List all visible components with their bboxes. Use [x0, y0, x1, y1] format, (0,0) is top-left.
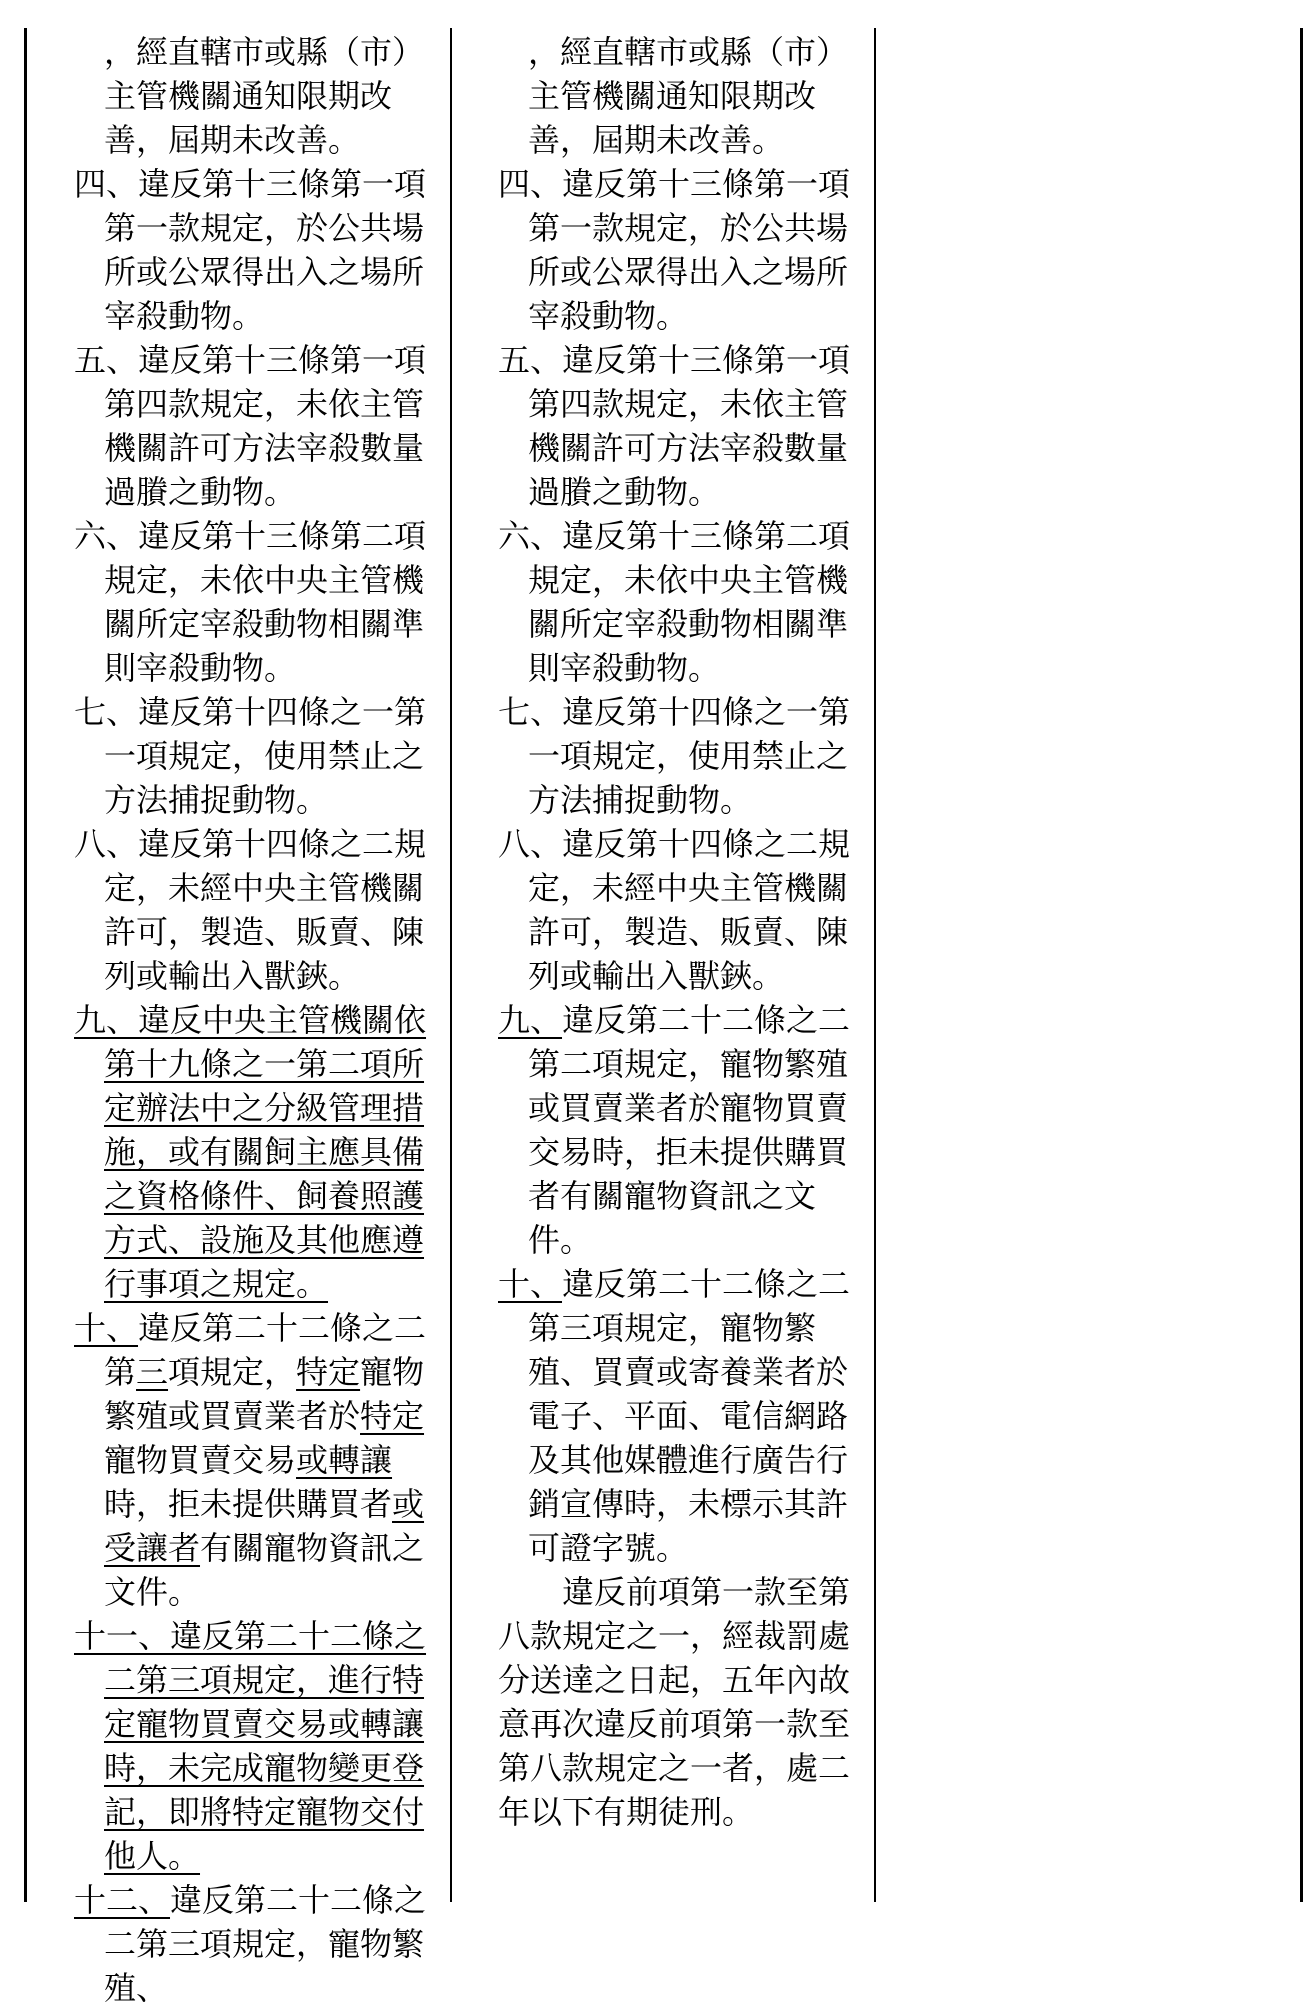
clause-7: 七、違反第十四條之一第一項規定，使用禁止之方法捕捉動物。 — [498, 693, 851, 819]
clause-4: 四、違反第十三條第一項第一款規定，於公共場所或公眾得出入之場所宰殺動物。 — [498, 165, 851, 335]
clause-text-changed: 或受讓者 — [104, 1485, 425, 1567]
clause-8: 八、違反第十四條之二規定，未經中央主管機關許可，製造、販賣、陳列或輸出入獸鋏。 — [498, 825, 851, 995]
clause-text: 有關寵物資訊之文件。 — [104, 1529, 425, 1611]
clause-text: 項規定， — [168, 1353, 297, 1391]
clause-text-changed: 三 — [136, 1353, 169, 1391]
clause-text: 寵物買賣交易 — [104, 1441, 297, 1479]
left-border-line — [24, 28, 27, 1902]
blank-description-column — [878, 30, 1298, 1890]
column-divider-2 — [874, 28, 876, 1902]
clause-text-changed: 特定 — [296, 1353, 361, 1391]
clause-11-new: 十一、違反第二十二條之二第三項規定，進行特定寵物買賣交易或轉讓時，未完成寵物變更登記，即將特定寵物交付他人。 — [74, 1617, 427, 1875]
clause-text: 違反第二十二條之二第 — [104, 1309, 427, 1391]
clause-12 — [74, 1878, 444, 2010]
clause-text: 時，拒未提供購買者 — [104, 1485, 393, 1523]
clause-number: 十、 — [74, 1309, 139, 1347]
clause-text: 違反第二十二條之二第三項規定，寵物繁殖、 — [104, 1881, 427, 2007]
clause-4: 四、違反第十三條第一項第一款規定，於公共場所或公眾得出入之場所宰殺動物。 — [74, 165, 427, 335]
clause-8: 八、違反第十四條之二規定，未經中央主管機關許可，製造、販賣、陳列或輸出入獸鋏。 — [74, 825, 427, 995]
clause-text: 寵物繁殖或買賣業者於 — [104, 1353, 425, 1435]
clause-5: 五、違反第十三條第一項第四款規定，未依主管機關許可方法宰殺數量過賸之動物。 — [74, 341, 427, 511]
clause-continuation: ，經直轄市或縣（市）主管機關通知限期改善，屆期未改善。 — [528, 33, 849, 159]
paragraph-2: 違反前項第一款至第八款規定之一，經裁罰處分送達之日起，五年內故意再次違反前項第一款至第八款規定之一者，處二年以下有期徒刑。 — [498, 1573, 851, 1831]
clause-10 — [74, 1306, 444, 1614]
amended-text-column — [74, 30, 444, 2010]
clause-6: 六、違反第十三條第二項規定，未依中央主管機關所定宰殺動物相關準則宰殺動物。 — [74, 517, 427, 687]
clause-6: 六、違反第十三條第二項規定，未依中央主管機關所定宰殺動物相關準則宰殺動物。 — [498, 517, 851, 687]
clause-number: 十二、 — [74, 1881, 171, 1919]
right-border-line — [1300, 28, 1303, 1902]
clause-text-changed: 特定 — [360, 1397, 425, 1435]
clause-continuation: ，經直轄市或縣（市）主管機關通知限期改善，屆期未改善。 — [104, 33, 425, 159]
column-divider-1 — [450, 28, 452, 1902]
clause-9-new: 九、違反中央主管機關依第十九條之一第二項所定辦法中之分級管理措施，或有關飼主應具備之資格條件、飼養照護方式、設施及其他應遵行事項之規定。 — [74, 1001, 427, 1303]
clause-7: 七、違反第十四條之一第一項規定，使用禁止之方法捕捉動物。 — [74, 693, 427, 819]
clause-5: 五、違反第十三條第一項第四款規定，未依主管機關許可方法宰殺數量過賸之動物。 — [498, 341, 851, 511]
current-text-column — [498, 30, 868, 1834]
clause-9 — [498, 998, 868, 1262]
clause-10 — [498, 1262, 868, 1570]
clause-text-changed: 或轉讓 — [296, 1441, 393, 1479]
clause-number: 十、 — [498, 1265, 563, 1303]
clause-text: 違反第二十二條之二第二項規定，寵物繁殖或買賣業者於寵物買賣交易時，拒未提供購買者有關寵物資訊之文件。 — [528, 1001, 851, 1259]
clause-number: 九、 — [498, 1001, 563, 1039]
clause-text: 違反第二十二條之二第三項規定，寵物繁殖、買賣或寄養業者於電子、平面、電信網路及其他媒體進行廣告行銷宣傳時，未標示其許可證字號。 — [528, 1265, 851, 1567]
